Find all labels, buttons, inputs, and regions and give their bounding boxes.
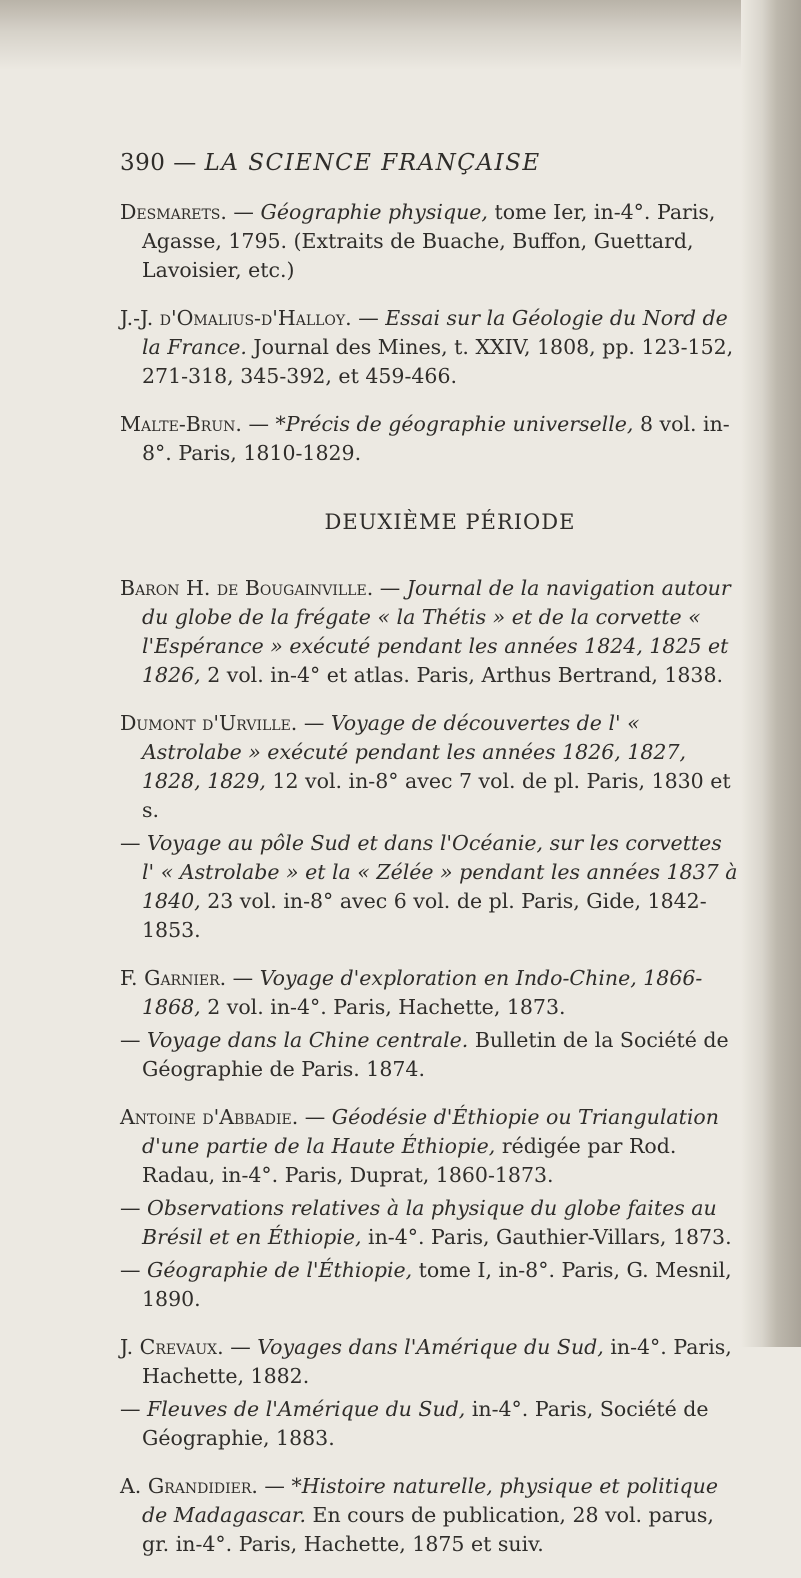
bibliography-group <box>120 410 740 468</box>
entry-details: 2 vol. in-4° et atlas. Paris, Arthus Bertrand, 1838. <box>200 663 724 687</box>
bibliography-entry <box>120 709 740 825</box>
bibliography-entry <box>120 304 740 391</box>
bibliography-group <box>120 964 740 1084</box>
bibliography-entry <box>120 1395 740 1453</box>
entry-details: 23 vol. in-8° avec 6 vol. de pl. Paris, Gide, 1842-1853. <box>142 889 707 942</box>
page-number: 390 <box>120 150 166 176</box>
bibliography-group <box>120 1103 740 1314</box>
page-content <box>120 150 740 1578</box>
entry-dash: — <box>351 306 386 330</box>
bibliography-group <box>120 1472 740 1559</box>
entry-dash: — <box>223 1335 258 1359</box>
running-head-title: LA SCIENCE FRANÇAISE <box>204 150 541 176</box>
bibliography-group <box>120 1333 740 1453</box>
bibliography-group <box>120 304 740 391</box>
entry-details: in-4°. Paris, Hachette, 1882. <box>142 1335 732 1388</box>
entry-dash: — <box>298 1105 332 1129</box>
page-edge-shadow <box>741 0 801 1347</box>
entry-author: Malte-Brun. <box>120 412 242 436</box>
entry-dash: — <box>120 1397 148 1421</box>
page-top-shadow <box>0 0 801 70</box>
bibliography-entry <box>120 574 740 690</box>
entry-details: 8 vol. in-8°. Paris, 1810-1829. <box>142 412 730 465</box>
bibliography-entry <box>120 1333 740 1391</box>
bibliography-entry <box>120 1472 740 1559</box>
entry-work-title: *Histoire naturelle, physique et politique de Madagascar. <box>142 1474 718 1527</box>
entry-author: Desmarets. <box>120 200 227 224</box>
entry-details: Bulletin de la Société de Géographie de Paris. 1874. <box>142 1028 729 1081</box>
entry-author: F. Garnier. <box>120 966 227 990</box>
entry-work-title: Journal de la navigation autour du globe de la frégate « la Thétis » et de la corvette « l'Espérance » exécuté pendant les années 1824, 1825 et 1826, <box>142 576 731 687</box>
entry-work-title: *Précis de géographie universelle, <box>275 412 634 436</box>
entry-dash: — <box>226 966 260 990</box>
entry-dash: — <box>120 1028 148 1052</box>
entry-dash: — <box>373 576 407 600</box>
entry-details: Journal des Mines, t. XXIV, 1808, pp. 123-152, 271-318, 345-392, et 459-466. <box>142 335 734 388</box>
entry-work-title: Observations relatives à la physique du globe faites au Brésil et en Éthiopie, <box>142 1196 717 1249</box>
entry-details: in-4°. Paris, Société de Géographie, 1883. <box>142 1397 709 1450</box>
entry-author: Baron H. de Bougainville. <box>120 576 374 600</box>
entry-work-title: Voyage dans la Chine centrale. <box>147 1028 469 1052</box>
entry-work-title: Voyage au pôle Sud et dans l'Océanie, sur les corvettes l' « Astrolabe » et la « Zélée » pendant les années 1837 à 1840, <box>142 831 738 913</box>
entry-author: A. Grandidier. <box>120 1474 258 1498</box>
entry-author: J. Crevaux. <box>120 1335 224 1359</box>
entry-dash: — <box>120 831 148 855</box>
entry-author: Antoine d'Abbadie. <box>120 1105 299 1129</box>
section-heading: DEUXIÈME PÉRIODE <box>324 510 576 534</box>
bibliography-entry <box>120 410 740 468</box>
bibliography-section-1 <box>120 198 740 468</box>
entry-details: in-4°. Paris, Gauthier-Villars, 1873. <box>361 1225 732 1249</box>
bibliography-entry <box>120 1026 740 1084</box>
bibliography-group <box>120 709 740 945</box>
entry-work-title: Géographie de l'Éthiopie, <box>147 1258 413 1282</box>
entry-dash: — <box>120 1258 148 1282</box>
entry-details: 2 vol. in-4°. Paris, Hachette, 1873. <box>200 995 566 1019</box>
bibliography-group <box>120 198 740 285</box>
entry-details: 12 vol. in-8° avec 7 vol. de pl. Paris, 1830 et s. <box>142 769 731 822</box>
entry-dash: — <box>241 412 276 436</box>
entry-dash: — <box>226 200 261 224</box>
entry-dash: — <box>120 1196 148 1220</box>
entry-author: Dumont d'Urville. <box>120 711 298 735</box>
entry-dash: — <box>257 1474 292 1498</box>
bibliography-section-2 <box>120 574 740 1559</box>
bibliography-entry <box>120 1256 740 1314</box>
entry-work-title: Fleuves de l'Amérique du Sud, <box>147 1397 466 1421</box>
entry-details: En cours de publication, 28 vol. parus, gr. in-4°. Paris, Hachette, 1875 et suiv. <box>142 1503 714 1556</box>
entry-work-title: Voyage de découvertes de l' « Astrolabe » exécuté pendant les années 1826, 1827, 1828, 1829, <box>142 711 687 793</box>
entry-details: rédigée par Rod. Radau, in-4°. Paris, Duprat, 1860-1873. <box>142 1134 677 1187</box>
entry-dash: — <box>297 711 331 735</box>
entry-work-title: Voyage d'exploration en Indo-Chine, 1866-1868, <box>142 966 703 1019</box>
bibliography-entry <box>120 198 740 285</box>
bibliography-entry <box>120 964 740 1022</box>
entry-author: J.-J. d'Omalius-d'Halloy. <box>120 306 352 330</box>
entry-work-title: Géographie physique, <box>260 200 488 224</box>
bibliography-entry <box>120 1103 740 1190</box>
bibliography-entry <box>120 1194 740 1252</box>
entry-work-title: Essai sur la Géologie du Nord de la France. <box>142 306 728 359</box>
bibliography-group <box>120 574 740 690</box>
running-head <box>120 150 740 176</box>
entry-details: tome Ier, in-4°. Paris, Agasse, 1795. (Extraits de Buache, Buffon, Guettard, Lavoisier, etc.) <box>142 200 716 282</box>
running-head-separator: — <box>173 150 197 176</box>
bibliography-entry <box>120 829 740 945</box>
entry-work-title: Voyages dans l'Amérique du Sud, <box>257 1335 604 1359</box>
entry-details: tome I, in-8°. Paris, G. Mesnil, 1890. <box>142 1258 732 1311</box>
entry-work-title: Géodésie d'Éthiopie ou Triangulation d'une partie de la Haute Éthiopie, <box>142 1105 719 1158</box>
